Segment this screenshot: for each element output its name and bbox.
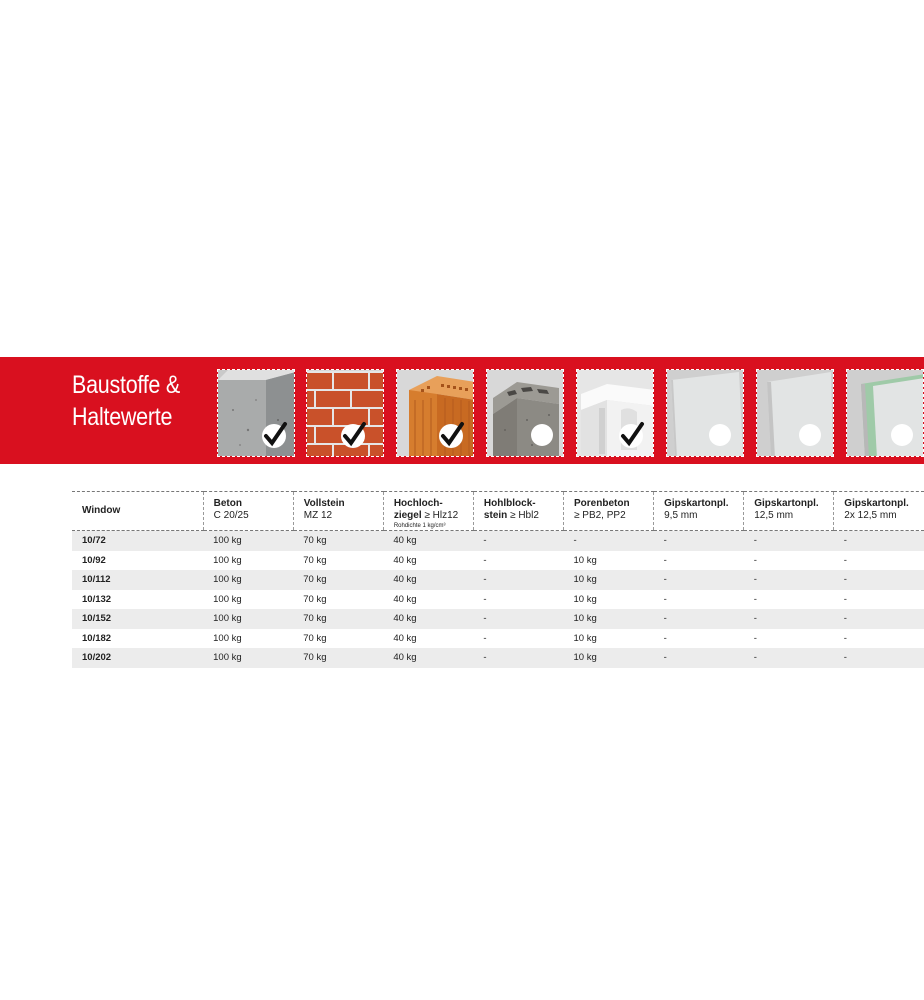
- load-value-cell: -: [834, 648, 924, 668]
- load-value-cell: -: [473, 551, 563, 571]
- load-value-cell: 40 kg: [383, 629, 473, 649]
- load-value-cell: -: [834, 570, 924, 590]
- circle-icon: [529, 422, 555, 448]
- material-tile-gipskarton-9-5: [666, 369, 744, 457]
- load-value-cell: -: [473, 629, 563, 649]
- material-tile-vollstein: [306, 369, 384, 457]
- header-porenbeton: Porenbeton ≥ PB2, PP2: [564, 492, 654, 531]
- load-value-cell: 70 kg: [293, 648, 383, 668]
- check-icon: [337, 420, 369, 452]
- window-size-cell: 10/182: [72, 629, 203, 649]
- table-row: [72, 551, 924, 571]
- load-values-table: [72, 491, 924, 668]
- load-value-cell: 100 kg: [203, 551, 293, 571]
- load-value-cell: -: [744, 590, 834, 610]
- load-value-cell: -: [654, 590, 744, 610]
- load-value-cell: -: [834, 531, 924, 551]
- table-row: [72, 531, 924, 551]
- load-value-cell: 10 kg: [564, 648, 654, 668]
- check-icon: [258, 420, 290, 452]
- load-value-cell: 10 kg: [564, 551, 654, 571]
- load-value-cell: -: [654, 648, 744, 668]
- load-value-cell: 70 kg: [293, 531, 383, 551]
- banner-title-line1: Baustoffe &: [72, 371, 180, 399]
- load-value-cell: 40 kg: [383, 648, 473, 668]
- check-icon: [615, 420, 647, 452]
- window-size-cell: 10/72: [72, 531, 203, 551]
- load-value-cell: -: [473, 609, 563, 629]
- load-value-cell: -: [744, 609, 834, 629]
- circle-icon: [889, 422, 915, 448]
- load-value-cell: -: [744, 531, 834, 551]
- table-row: [72, 590, 924, 610]
- load-value-cell: 10 kg: [564, 570, 654, 590]
- load-value-cell: -: [744, 551, 834, 571]
- material-tile-hochlochziegel: [396, 369, 474, 457]
- circle-icon: [707, 422, 733, 448]
- header-gipskarton-12-5: Gipskartonpl. 12,5 mm: [744, 492, 834, 531]
- material-tile-hohlblockstein: [486, 369, 564, 457]
- banner-title: [72, 369, 180, 433]
- header-gipskarton-9-5: Gipskartonpl. 9,5 mm: [654, 492, 744, 531]
- load-value-cell: -: [834, 590, 924, 610]
- window-size-cell: 10/152: [72, 609, 203, 629]
- check-icon: [435, 420, 467, 452]
- load-value-cell: -: [473, 590, 563, 610]
- header-window: Window: [72, 492, 203, 531]
- load-value-cell: 100 kg: [203, 570, 293, 590]
- load-value-cell: 100 kg: [203, 648, 293, 668]
- load-value-cell: -: [654, 570, 744, 590]
- load-value-cell: 70 kg: [293, 570, 383, 590]
- load-value-cell: 70 kg: [293, 590, 383, 610]
- table-row: [72, 648, 924, 668]
- window-size-cell: 10/132: [72, 590, 203, 610]
- load-value-cell: 10 kg: [564, 629, 654, 649]
- load-value-cell: 40 kg: [383, 590, 473, 610]
- load-value-cell: -: [564, 531, 654, 551]
- banner-title-line2: Haltewerte: [72, 403, 173, 431]
- load-value-cell: -: [473, 570, 563, 590]
- load-value-cell: -: [834, 551, 924, 571]
- load-value-cell: -: [744, 629, 834, 649]
- load-value-cell: 100 kg: [203, 609, 293, 629]
- load-value-cell: -: [654, 551, 744, 571]
- table-row: [72, 609, 924, 629]
- load-value-cell: 70 kg: [293, 629, 383, 649]
- header-gipskarton-2x12-5: Gipskartonpl. 2x 12,5 mm: [834, 492, 924, 531]
- material-tile-gipskarton-2x12-5: [846, 369, 924, 457]
- load-value-cell: -: [654, 609, 744, 629]
- circle-icon: [797, 422, 823, 448]
- window-size-cell: 10/92: [72, 551, 203, 571]
- load-value-cell: -: [744, 648, 834, 668]
- load-value-cell: 70 kg: [293, 609, 383, 629]
- load-value-cell: -: [834, 629, 924, 649]
- load-value-cell: -: [744, 570, 834, 590]
- load-value-cell: 70 kg: [293, 551, 383, 571]
- load-value-cell: 40 kg: [383, 531, 473, 551]
- header-hochlochziegel: Hochloch- ziegel ≥ Hlz12 Rohdichte 1 kg/cm³: [383, 492, 473, 531]
- load-value-cell: 100 kg: [203, 629, 293, 649]
- load-value-cell: -: [654, 629, 744, 649]
- load-value-cell: -: [473, 531, 563, 551]
- header-vollstein: Vollstein MZ 12: [293, 492, 383, 531]
- load-value-cell: 40 kg: [383, 551, 473, 571]
- load-value-cell: 40 kg: [383, 570, 473, 590]
- load-value-cell: 100 kg: [203, 531, 293, 551]
- material-tile-gipskarton-12-5: [756, 369, 834, 457]
- window-size-cell: 10/112: [72, 570, 203, 590]
- header-beton: Beton C 20/25: [203, 492, 293, 531]
- load-value-cell: 10 kg: [564, 590, 654, 610]
- table-row: [72, 570, 924, 590]
- load-value-cell: -: [834, 609, 924, 629]
- table-header-row: [72, 492, 924, 531]
- material-tile-beton: [217, 369, 295, 457]
- load-value-cell: 40 kg: [383, 609, 473, 629]
- header-hohlblockstein: Hohlblock- stein ≥ Hbl2: [473, 492, 563, 531]
- table-row: [72, 629, 924, 649]
- load-value-cell: -: [473, 648, 563, 668]
- load-value-cell: -: [654, 531, 744, 551]
- material-tile-porenbeton: [576, 369, 654, 457]
- load-value-cell: 100 kg: [203, 590, 293, 610]
- window-size-cell: 10/202: [72, 648, 203, 668]
- load-value-cell: 10 kg: [564, 609, 654, 629]
